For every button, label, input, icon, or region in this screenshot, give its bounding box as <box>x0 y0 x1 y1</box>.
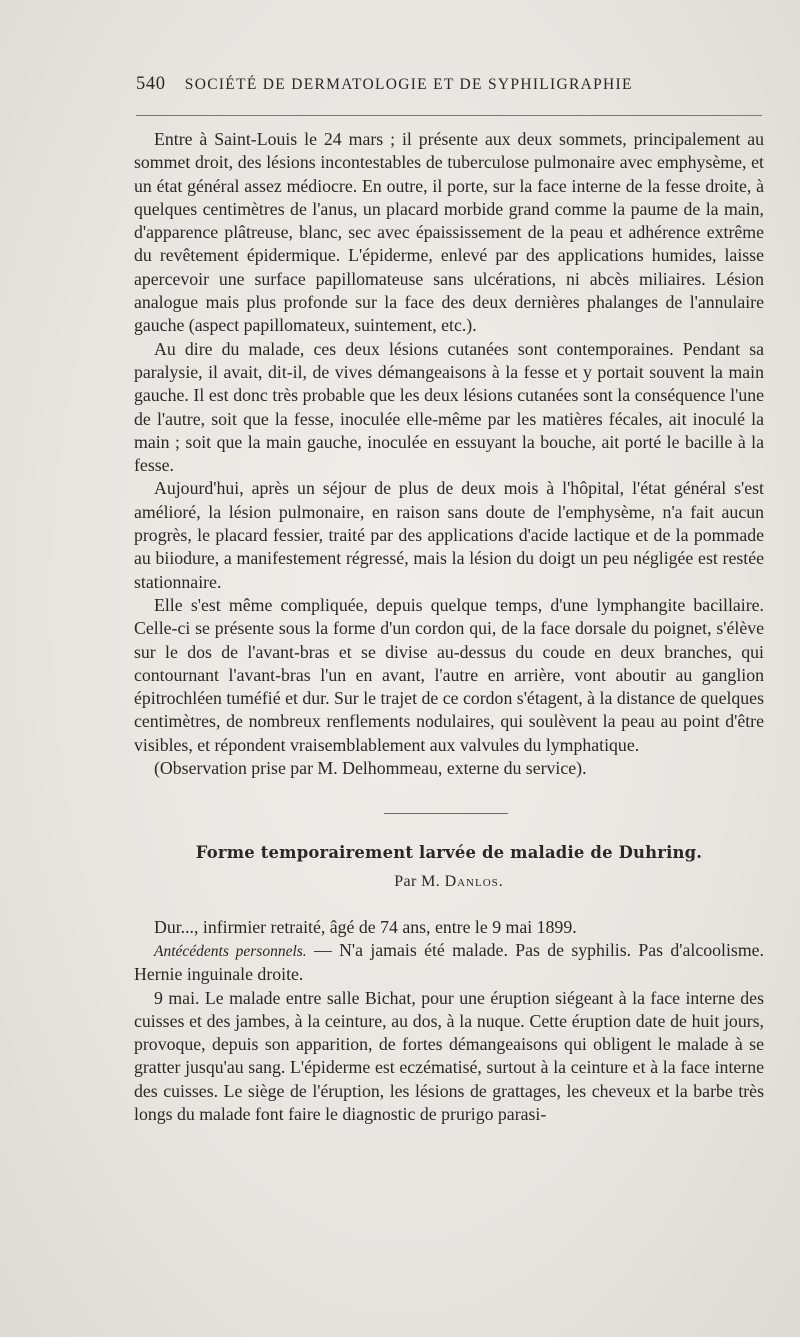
paragraph: Elle s'est même compliquée, depuis quelque temps, d'une lymphangite bacillaire. Celle-ci se présente sous la forme d'un cordon qui, de la face dorsale du poignet, s'élève sur le dos de l'avant-bras et se divise au-dessus du coude en deux branches, qui contournant l'avant-bras l'un en avant, l'autre en arrière, vont aboutir au ganglion épitrochléen tuméfié et dur. Sur le trajet de ce cordon s'étagent, à la distance de quelques centimètres, de nombreux renflements nodulaires, qui soulèvent la peau au point d'être visibles, et répondent vraisemblablement aux valvules du lymphatique. <box>134 594 764 755</box>
header-rule <box>136 115 762 116</box>
paragraph: Entre à Saint-Louis le 24 mars ; il présente aux deux sommets, principalement au sommet droit, des lésions incontestables de tuberculose pulmonaire avec emphysème, et un état général assez médiocre. En outre, il porte, sur la face interne de la fesse droite, à quelques centimètres de l'anus, un placard morbide grand comme la paume de la main, d'apparence plâtreuse, blanc, sec avec épaississement de la peau et adhérence extrême du revêtement épidermique. L'épiderme, enlevé par des applications humides, laisse apercevoir une surface papillomateuse sans ulcérations, ni abcès miliaires. Lésion analogue mais plus profonde sur la face des deux dernières phalanges de l'annulaire gauche (aspect papillomateux, suintement, etc.). <box>134 129 764 336</box>
page-header <box>136 74 764 95</box>
paragraph: Aujourd'hui, après un séjour de plus de deux mois à l'hôpital, l'état général s'est amélioré, la lésion pulmonaire, en raison sans doute de l'emphysème, n'a fait aucun progrès, le placard fessier, traité par des applications d'acide lactique et de la pommade au biiodure, a manifestement régressé, mais la lésion du doigt un peu négligée est restée stationnaire. <box>134 478 764 592</box>
section-title: Forme temporairement larvée de maladie de Duhring. <box>195 843 703 863</box>
section-body <box>134 916 764 1127</box>
paragraph: 9 mai. Le malade entre salle Bichat, pour une éruption siégeant à la face interne des cuisses et des jambes, à la ceinture, au dos, à la nuque. Cette éruption date de huit jours, provoque, depuis son apparition, de fortes démangeaisons qui obligent le malade à se gratter jusqu'au sang. L'épiderme est eczématisé, surtout à la ceinture et à la face interne des cuisses. Le siège de l'éruption, les lésions de grattages, les cheveux et la barbe très longs du malade font faire le diagnostic de prurigo parasi- <box>134 987 764 1124</box>
author-prefix: Par M. <box>394 873 441 891</box>
page-number: 540 <box>136 74 166 94</box>
author-name: Danlos. <box>444 873 504 891</box>
running-title: SOCIÉTÉ DE DERMATOLOGIE ET DE SYPHILIGRAPHIE <box>184 76 633 93</box>
page-body <box>134 128 764 1126</box>
paragraph-text: — N'a jamais été malade. Pas de syphilis. Pas d'alcoolisme. Hernie inguinale droite. <box>134 939 764 985</box>
paragraph: Dur..., infirmier retraité, âgé de 74 ans, entre le 9 mai 1899. <box>154 916 577 937</box>
section-separator <box>384 813 508 814</box>
paragraph: (Observation prise par M. Delhommeau, externe du service). <box>154 758 587 779</box>
italic-heading: Antécédents personnels. <box>154 942 307 960</box>
paragraph: Au dire du malade, ces deux lésions cutanées sont contemporaines. Pendant sa paralysie, il avait, dit-il, de vives démangeaisons à la fesse et y portait souvent la main gauche. Il est donc très probable que les deux lésions cutanées sont la conséquence l'une de l'autre, soit que la fesse, inoculée elle-même par les matières fécales, ait inoculé la main ; soit que la main gauche, inoculée en essuyant la bouche, ait porté le bacille à la fesse. <box>134 338 764 476</box>
section-author <box>134 870 764 893</box>
paragraph <box>134 939 764 987</box>
